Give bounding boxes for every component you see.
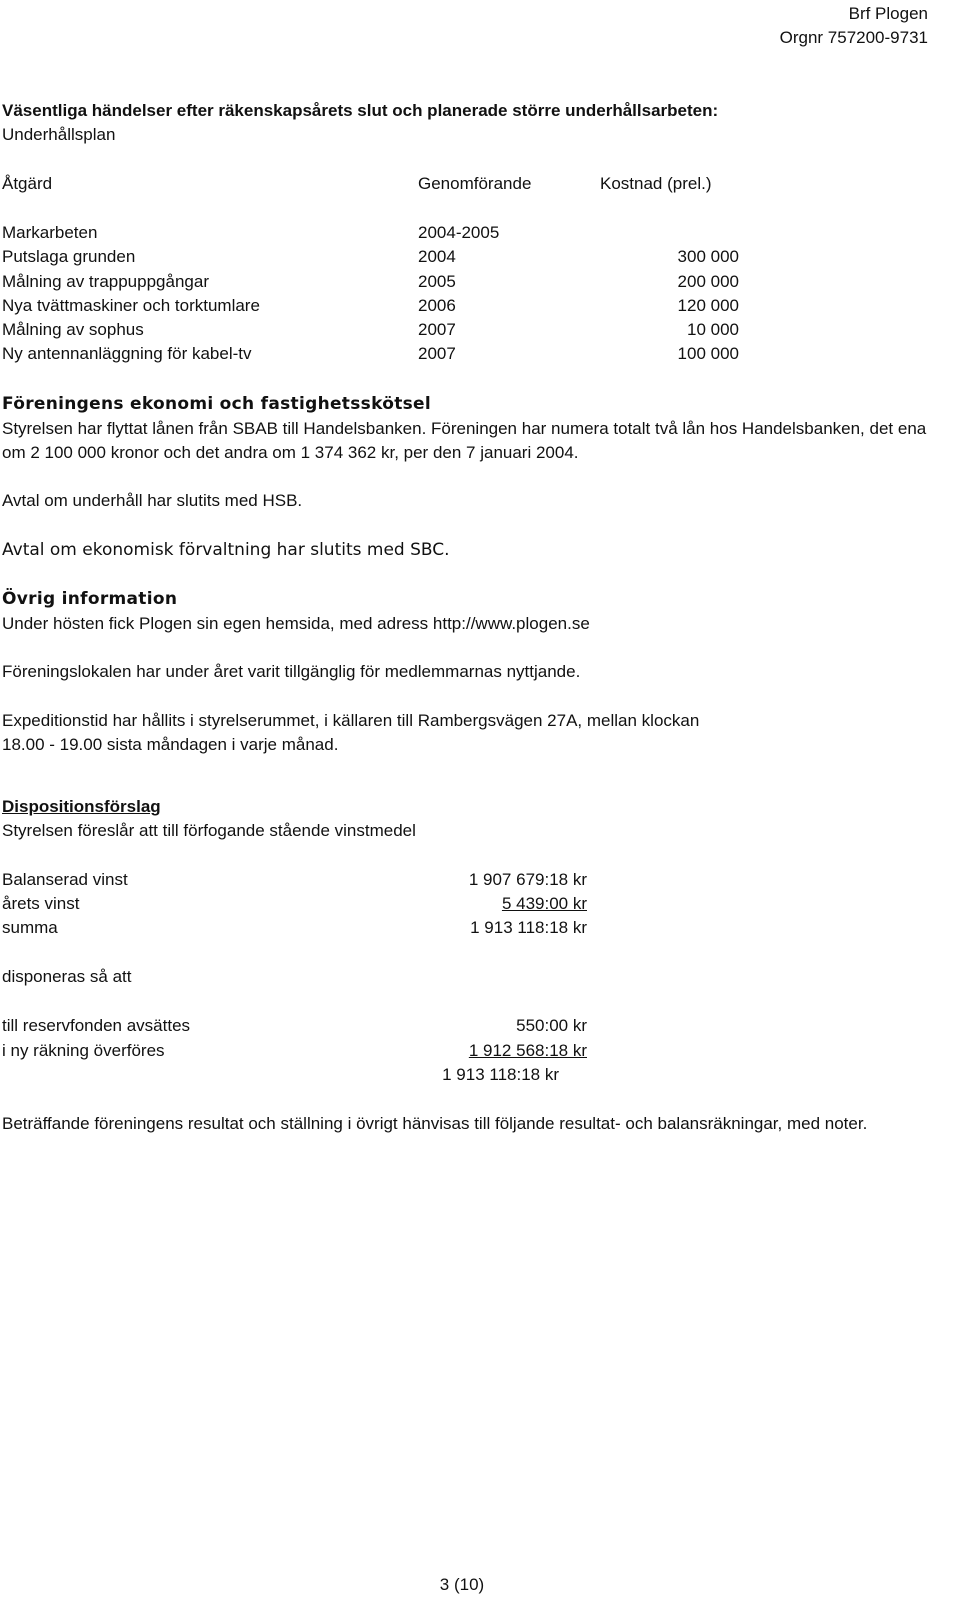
economy-paragraph: Styrelsen har flyttat lånen från SBAB till Handelsbanken. Föreningen har numera totalt två lån hos Handelsbanken, det ena om 2 100 000 kronor och det andra om 1 374 362 kr, per den 7 januari 2004. [2, 419, 927, 462]
disposition-total: 1 913 118:18 kr [442, 1065, 559, 1084]
row-action: Nya tvättmaskiner och torktumlare [2, 296, 260, 315]
economy-heading: Föreningens ekonomi och fastighetsskötsel [2, 394, 431, 414]
balanserad-value: 1 907 679:18 kr [468, 870, 587, 889]
other-heading: Övrig information [2, 589, 178, 609]
page-number: 3 (10) [439, 1575, 485, 1594]
events-subheading: Underhållsplan [2, 125, 116, 144]
disposition-intro: Styrelsen föreslår att till förfogande stående vinstmedel [2, 821, 416, 840]
summa-label: summa [2, 918, 58, 937]
row-cost: 300 000 [677, 247, 739, 266]
arets-value-text: 5 439:00 kr [501, 894, 587, 913]
summa-value: 1 913 118:18 kr [470, 918, 587, 937]
row-period: 2005 [418, 272, 456, 291]
row-cost: 120 000 [677, 296, 739, 315]
row-action: Målning av sophus [2, 320, 144, 339]
reserv-value: 550:00 kr [516, 1016, 587, 1035]
row-period: 2007 [418, 320, 456, 339]
row-period: 2004 [418, 247, 456, 266]
arets-value [387, 892, 587, 916]
column-header-action: Åtgärd [2, 174, 53, 193]
premises-info: Föreningslokalen har under året varit tillgänglig för medlemmarnas nyttjande. [2, 662, 581, 681]
row-action: Målning av trappuppgångar [2, 272, 209, 291]
row-cost: 100 000 [677, 344, 739, 363]
row-period: 2006 [418, 296, 456, 315]
row-action: Ny antennanläggning för kabel-tv [2, 344, 252, 363]
website-info: Under hösten fick Plogen sin egen hemsida, med adress http://www.plogen.se [2, 614, 590, 633]
balanserad-label: Balanserad vinst [2, 870, 128, 889]
ny-label: i ny räkning överföres [2, 1041, 165, 1060]
ny-value [387, 1039, 587, 1063]
row-period: 2007 [418, 344, 456, 363]
sbc-agreement: Avtal om ekonomisk förvaltning har slutits med SBC. [2, 540, 450, 560]
reserv-label: till reservfonden avsättes [2, 1016, 191, 1035]
row-action: Putslaga grunden [2, 247, 136, 266]
org-number: Orgnr 757200-9731 [779, 28, 928, 47]
ny-value-text: 1 912 568:18 kr [468, 1041, 587, 1060]
events-heading: Väsentliga händelser efter räkenskapsårets slut och planerade större underhållsarbeten: [2, 101, 719, 120]
hsb-agreement: Avtal om underhåll har slutits med HSB. [2, 491, 303, 510]
row-cost: 10 000 [687, 320, 739, 339]
row-period: 2004-2005 [418, 223, 500, 242]
column-header-period: Genomförande [418, 174, 532, 193]
row-action: Markarbeten [2, 223, 98, 242]
row-cost: 200 000 [677, 272, 739, 291]
company-name: Brf Plogen [848, 4, 928, 23]
expedition-info: Expeditionstid har hållits i styrelserummet, i källaren till Rambergsvägen 27A, mellan klockan 18.00 - 19.00 sista måndagen i varje månad. [2, 711, 700, 754]
column-header-cost: Kostnad (prel.) [600, 174, 712, 193]
closing-text: Beträffande föreningens resultat och ställning i övrigt hänvisas till följande resultat- och balansräkningar, med noter. [2, 1114, 868, 1133]
disposition-heading: Dispositionsförslag [2, 797, 161, 816]
disponeras-label: disponeras så att [2, 967, 132, 986]
arets-label: årets vinst [2, 894, 80, 913]
